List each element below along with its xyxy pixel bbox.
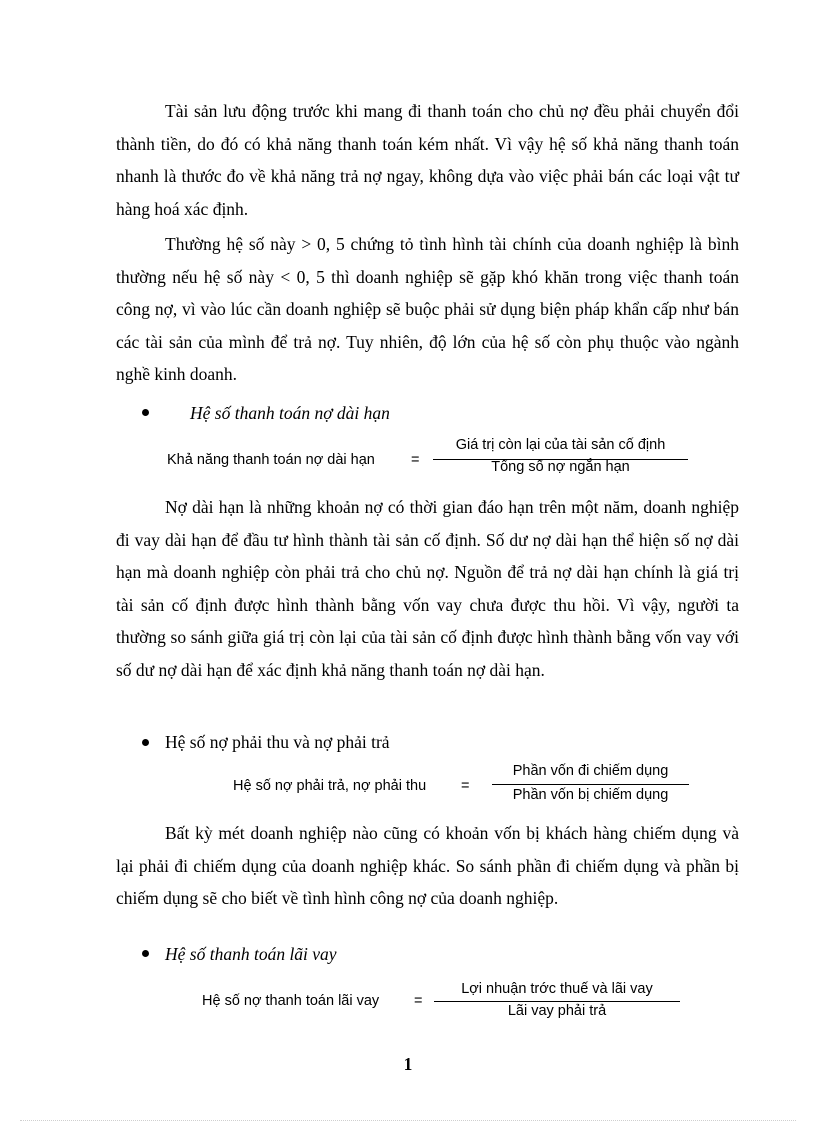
paragraph-2: Thường hệ số này > 0, 5 chứng tỏ tình hình tài chính của doanh nghiệp là bình thường nếu hệ số này < 0, 5 thì doanh nghiệp sẽ gặp khó khăn trong việc thanh toán công nợ, vì vào lúc cần doanh nghiệp sẽ buộc phải sử dụng biện pháp khẩn cấp như bán các tài sản của mình để trả nợ. Tuy nhiên, độ lớn của hệ số còn phụ thuộc vào ngành nghề kinh doanh.	[116, 234, 739, 384]
formula-lhs: Hệ số nợ phải trả, nợ phải thu	[233, 778, 427, 794]
page-number: 1	[403, 1054, 413, 1074]
formula-denominator: Phần vốn bị chiếm dụng	[512, 787, 669, 803]
formula-lhs: Hệ số nợ thanh toán lãi vay	[202, 993, 380, 1009]
paragraph-3: Nợ dài hạn là những khoản nợ có thời gian đáo hạn trên một năm, doanh nghiệp đi vay dài hạn để đầu tư hình thành tài sản cố định. Số dư nợ dài hạn thể hiện số nợ dài hạn mà doanh nghiệp còn phải trả cho chủ nợ. Nguồn để trả nợ dài hạn chính là giá trị tài sản cố định được hình thành bằng vốn vay chưa được thu hồi. Vì vậy, người ta thường so sánh giữa giá trị còn lại của tài sản cố định được hình thành bằng vốn vay với số dư nợ dài hạn để xác định khả năng thanh toán nợ dài hạn.	[116, 497, 739, 680]
formula-denominator: Tổng số nợ ngắn hạn	[491, 459, 630, 475]
bullet-heading-interest-coverage: Hệ số thanh toán lãi vay	[165, 944, 337, 964]
formula-numerator: Lợi nhuận trớc thuế và lãi vay	[461, 981, 653, 997]
bullet-dot	[142, 950, 149, 957]
bullet-heading-long-term-debt: Hệ số thanh toán nợ dài hạn	[190, 403, 390, 423]
page-bottom-rule	[20, 1120, 796, 1121]
bullet-heading-receivables-payables: Hệ số nợ phải thu và nợ phải trả	[165, 732, 390, 752]
formula-equals: =	[414, 993, 423, 1009]
bullet-dot	[142, 739, 149, 746]
paragraph-4: Bất kỳ mét doanh nghiệp nào cũng có khoản vốn bị khách hàng chiếm dụng và lại phải đi chiếm dụng của doanh nghiệp khác. So sánh phần đi chiếm dụng và phần bị chiếm dụng sẽ cho biết về tình hình công nợ của doanh nghiệp.	[116, 823, 739, 908]
formula-numerator: Phần vốn đi chiếm dụng	[512, 763, 669, 779]
formula-equals: =	[461, 778, 470, 794]
formula-denominator: Lãi vay phải trả	[507, 1003, 607, 1019]
formula-numerator: Giá trị còn lại của tài sản cố định	[455, 437, 666, 453]
formula-lhs: Khả năng thanh toán nợ dài hạn	[167, 452, 375, 468]
fraction-line	[492, 784, 689, 785]
formula-equals: =	[411, 452, 420, 468]
paragraph-1: Tài sản lưu động trước khi mang đi thanh toán cho chủ nợ đều phải chuyển đổi thành tiền, do đó có khả năng thanh toán kém nhất. Vì vậy hệ số khả năng thanh toán nhanh là thước đo về khả năng trả nợ ngay, không dựa vào việc phải bán các loại vật tư hàng hoá xác định.	[116, 101, 739, 219]
bullet-dot	[142, 409, 149, 416]
